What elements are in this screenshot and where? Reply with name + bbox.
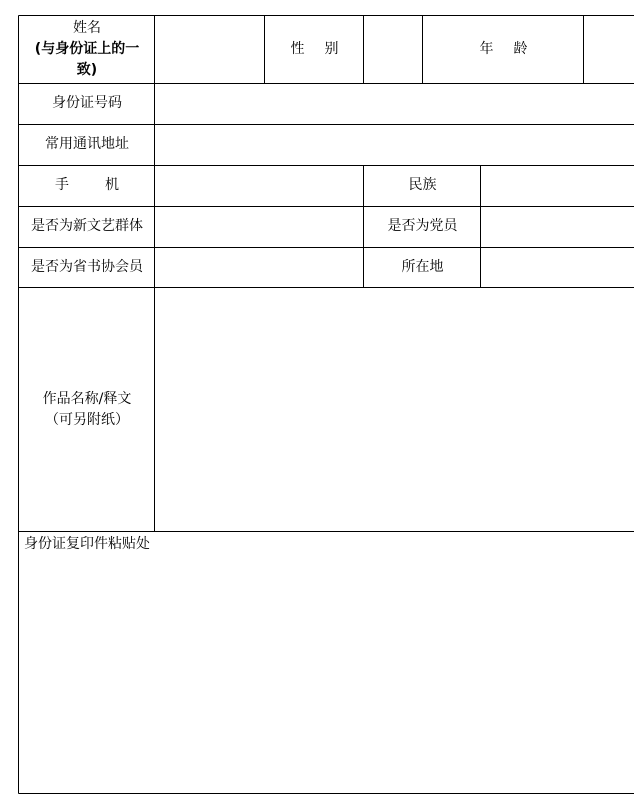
gender-input-cell[interactable] — [364, 16, 423, 83]
age-label: 年龄 — [479, 41, 548, 57]
party-member-label: 是否为党员 — [387, 218, 458, 234]
phone-label-cell — [19, 165, 155, 206]
address-label-cell — [19, 124, 155, 165]
ethnicity-input-cell[interactable] — [481, 165, 634, 206]
id-number-input-cell[interactable] — [155, 83, 634, 124]
ethnicity-label: 民族 — [408, 177, 437, 193]
address-input-cell[interactable] — [155, 124, 634, 165]
phone-label: 手机 — [55, 177, 155, 193]
name-label-cell — [19, 16, 155, 83]
new-arts-group-input-cell[interactable] — [155, 206, 364, 247]
work-title-label-cell — [19, 288, 155, 531]
ethnicity-label-cell — [364, 165, 481, 206]
address-label: 常用通讯地址 — [45, 136, 129, 152]
party-member-label-cell — [364, 206, 481, 247]
provincial-calligraphy-label-cell — [19, 247, 155, 288]
location-label: 所在地 — [401, 259, 444, 275]
gender-label-cell — [265, 16, 364, 83]
provincial-calligraphy-input-cell[interactable] — [155, 247, 364, 288]
id-number-label: 身份证号码 — [52, 95, 122, 111]
age-label-cell — [423, 16, 584, 83]
new-arts-group-label-cell — [19, 206, 155, 247]
name-note-line1: (与身份证上的一 — [34, 41, 140, 57]
provincial-calligraphy-label: 是否为省书协会员 — [31, 259, 143, 275]
gender-label: 性别 — [290, 41, 359, 57]
name-input-cell[interactable] — [155, 16, 265, 83]
id-copy-label: 身份证复印件粘贴处 — [24, 536, 150, 552]
id-copy-paste-area[interactable] — [19, 531, 634, 793]
id-number-label-cell — [19, 83, 155, 124]
name-label: 姓名 — [73, 20, 101, 36]
location-input-cell[interactable] — [481, 247, 634, 288]
work-title-input-cell[interactable] — [155, 288, 634, 531]
work-title-note: （可另附纸） — [45, 411, 129, 428]
location-label-cell — [364, 247, 481, 288]
phone-input-cell[interactable] — [155, 165, 364, 206]
work-title-label: 作品名称/释文 — [42, 390, 132, 407]
name-note-line2: 致) — [76, 62, 98, 78]
age-input-cell[interactable] — [584, 16, 634, 83]
new-arts-group-label: 是否为新文艺群体 — [31, 218, 143, 234]
party-member-input-cell[interactable] — [481, 206, 634, 247]
